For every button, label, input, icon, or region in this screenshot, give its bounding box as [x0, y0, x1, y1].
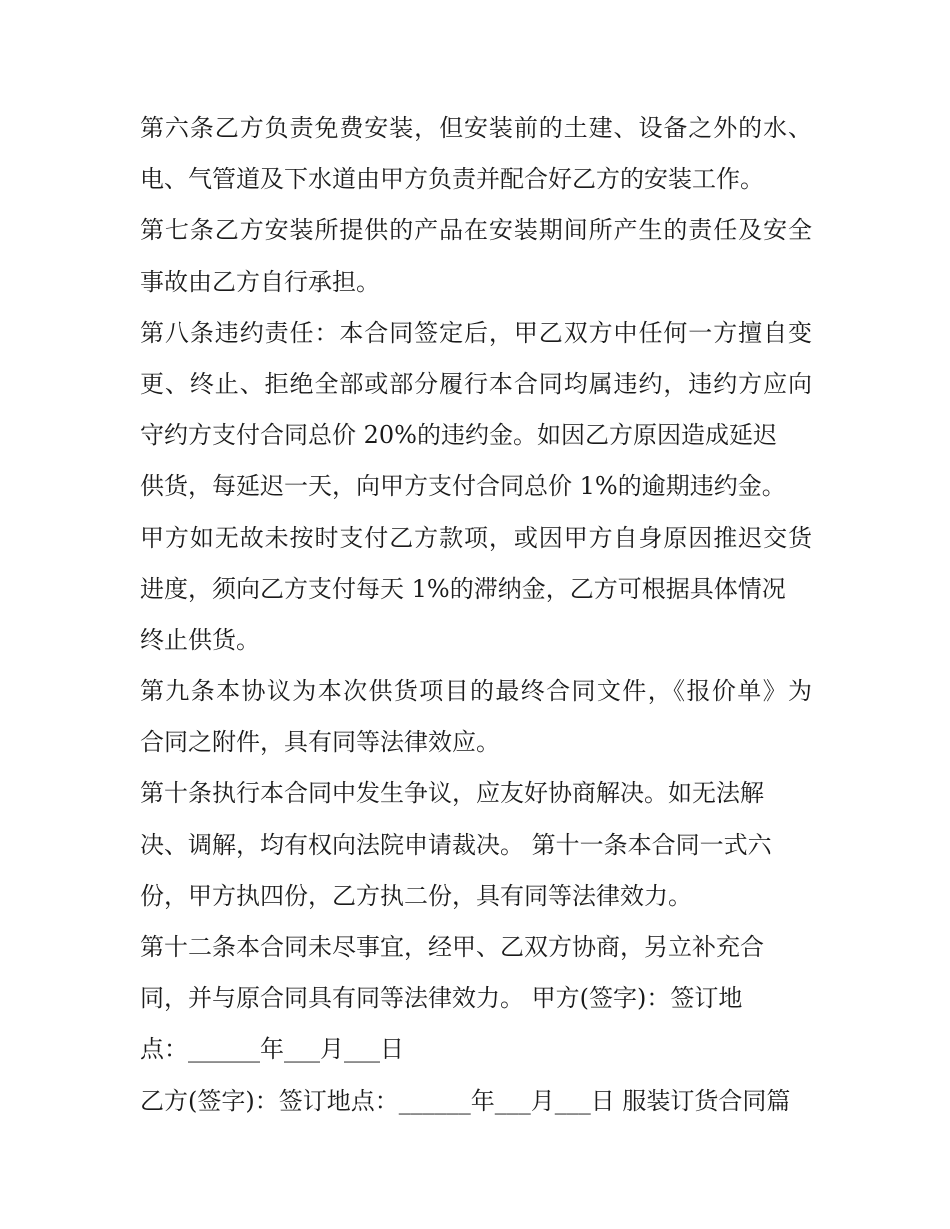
text-line-13: 合同之附件，具有同等法律效应。 — [140, 728, 500, 757]
text-line-1: 第六条乙方负责免费安装，但安装前的土建、设备之外的水、 — [140, 114, 812, 142]
text-line-11: 终止供货。 — [140, 625, 260, 654]
text-line-12: 第九条本协议为本次供货项目的最终合同文件，《报价单》为 — [140, 677, 812, 706]
text-line-18: 同，并与原合同具有同等法律效力。 甲方(签字)：签订地 — [140, 984, 743, 1013]
text-line-9: 甲方如无故未按时支付乙方款项，或因甲方自身原因推迟交货 — [140, 523, 812, 552]
text-line-16: 份，甲方执四份，乙方执二份，具有同等法律效力。 — [140, 881, 692, 910]
text-line-19: 点：______年___月___日 — [140, 1035, 404, 1064]
text-line-15: 决、调解，均有权向法院申请裁决。 第十一条本合同一式六 — [140, 830, 772, 859]
text-line-7: 守约方支付合同总价 20%的违约金。如因乙方原因造成延迟 — [140, 421, 777, 450]
text-line-8: 供货，每延迟一天，向甲方支付合同总价 1%的逾期违约金。 — [140, 472, 786, 501]
text-line-20: 乙方(签字)：签订地点：______年___月___日 服装订货合同篇 — [140, 1086, 791, 1115]
text-line-14: 第十条执行本合同中发生争议，应友好协商解决。如无法解 — [140, 779, 764, 808]
text-line-3: 第七条乙方安装所提供的产品在安装期间所产生的责任及安全 — [140, 216, 812, 245]
text-line-2: 电、气管道及下水道由甲方负责并配合好乙方的安装工作。 — [140, 165, 764, 194]
text-line-6: 更、终止、拒绝全部或部分履行本合同均属违约，违约方应向 — [140, 369, 812, 398]
text-line-5: 第八条违约责任：本合同签定后，甲乙双方中任何一方擅自变 — [140, 318, 812, 347]
text-line-4: 事故由乙方自行承担。 — [140, 267, 380, 296]
text-line-17: 第十二条本合同未尽事宜，经甲、乙双方协商，另立补充合 — [140, 933, 764, 961]
document-body — [140, 103, 812, 1127]
text-line-10: 进度，须向乙方支付每天 1%的滞纳金，乙方可根据具体情况 — [140, 574, 786, 603]
